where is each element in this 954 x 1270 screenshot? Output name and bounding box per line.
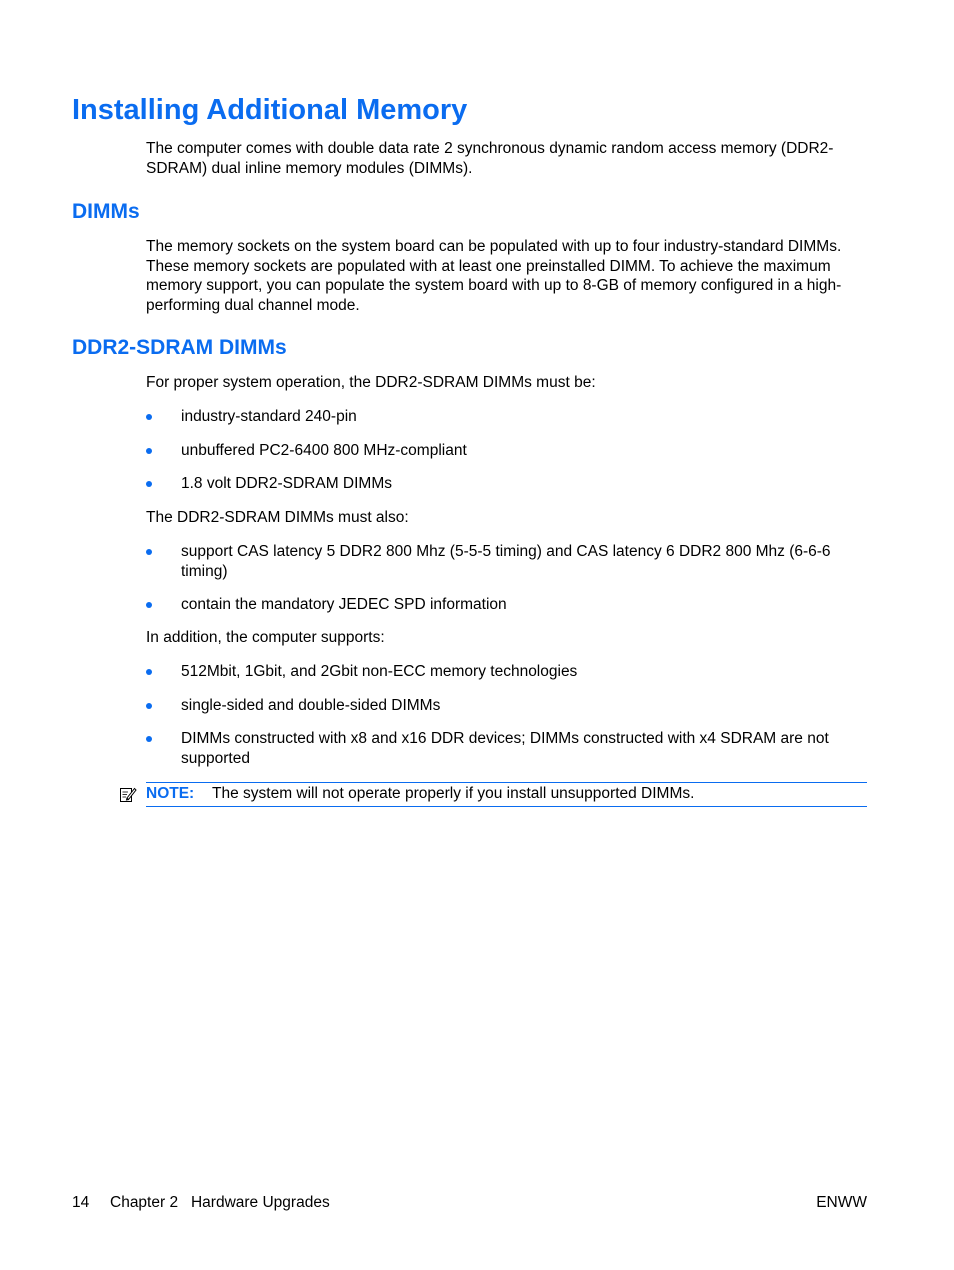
list-item-text: unbuffered PC2-6400 800 MHz-compliant [181, 442, 467, 459]
page-number: 14 [72, 1194, 90, 1211]
ddr2-lead-1: For proper system operation, the DDR2-SDRAM DIMMs must be: [146, 374, 596, 391]
footer-chapter: Chapter 2 Hardware Upgrades [110, 1194, 330, 1211]
note-label: NOTE: [146, 785, 195, 802]
ddr2-lead-3: In addition, the computer supports: [146, 629, 385, 646]
bullet-icon [146, 736, 152, 742]
list-item-text: industry-standard 240-pin [181, 408, 357, 425]
bullet-icon [146, 481, 152, 487]
intro-paragraph: The computer comes with double data rate 2 synchronous dynamic random access memory (DDR2-SDRAM) dual inline memory modules (DIMMs). [146, 140, 834, 177]
list-item-text: contain the mandatory JEDEC SPD information [181, 596, 507, 613]
list-item-text: 1.8 volt DDR2-SDRAM DIMMs [181, 475, 392, 492]
list-item-text: 512Mbit, 1Gbit, and 2Gbit non-ECC memory technologies [181, 663, 578, 680]
bullet-icon [146, 448, 152, 454]
dimms-paragraph: The memory sockets on the system board can be populated with up to four industry-standard DIMMs. These memory sockets are populated with at least one preinstalled DIMM. To achieve the maximum memory support, you can populate the system board with up to 8-GB of memory configured in a high-performing dual channel mode. [146, 238, 842, 314]
note-box [146, 782, 867, 807]
note-text: The system will not operate properly if you install unsupported DIMMs. [212, 785, 695, 802]
bullet-icon [146, 602, 152, 608]
footer-right-label: ENWW [816, 1194, 867, 1211]
section-heading-ddr2: DDR2-SDRAM DIMMs [72, 336, 287, 359]
list-item-text: DIMMs constructed with x8 and x16 DDR devices; DIMMs constructed with x4 SDRAM are not supported [181, 730, 829, 767]
ddr2-lead-2: The DDR2-SDRAM DIMMs must also: [146, 509, 409, 526]
list-item-text: support CAS latency 5 DDR2 800 Mhz (5-5-5 timing) and CAS latency 6 DDR2 800 Mhz (6-6-6 timing) [181, 543, 831, 580]
bullet-icon [146, 414, 152, 420]
list-item-text: single-sided and double-sided DIMMs [181, 697, 441, 714]
bullet-icon [146, 669, 152, 675]
note-pencil-icon [119, 785, 137, 803]
bullet-icon [146, 703, 152, 709]
bullet-icon [146, 549, 152, 555]
section-heading-dimms: DIMMs [72, 200, 140, 223]
page-title: Installing Additional Memory [72, 94, 468, 126]
